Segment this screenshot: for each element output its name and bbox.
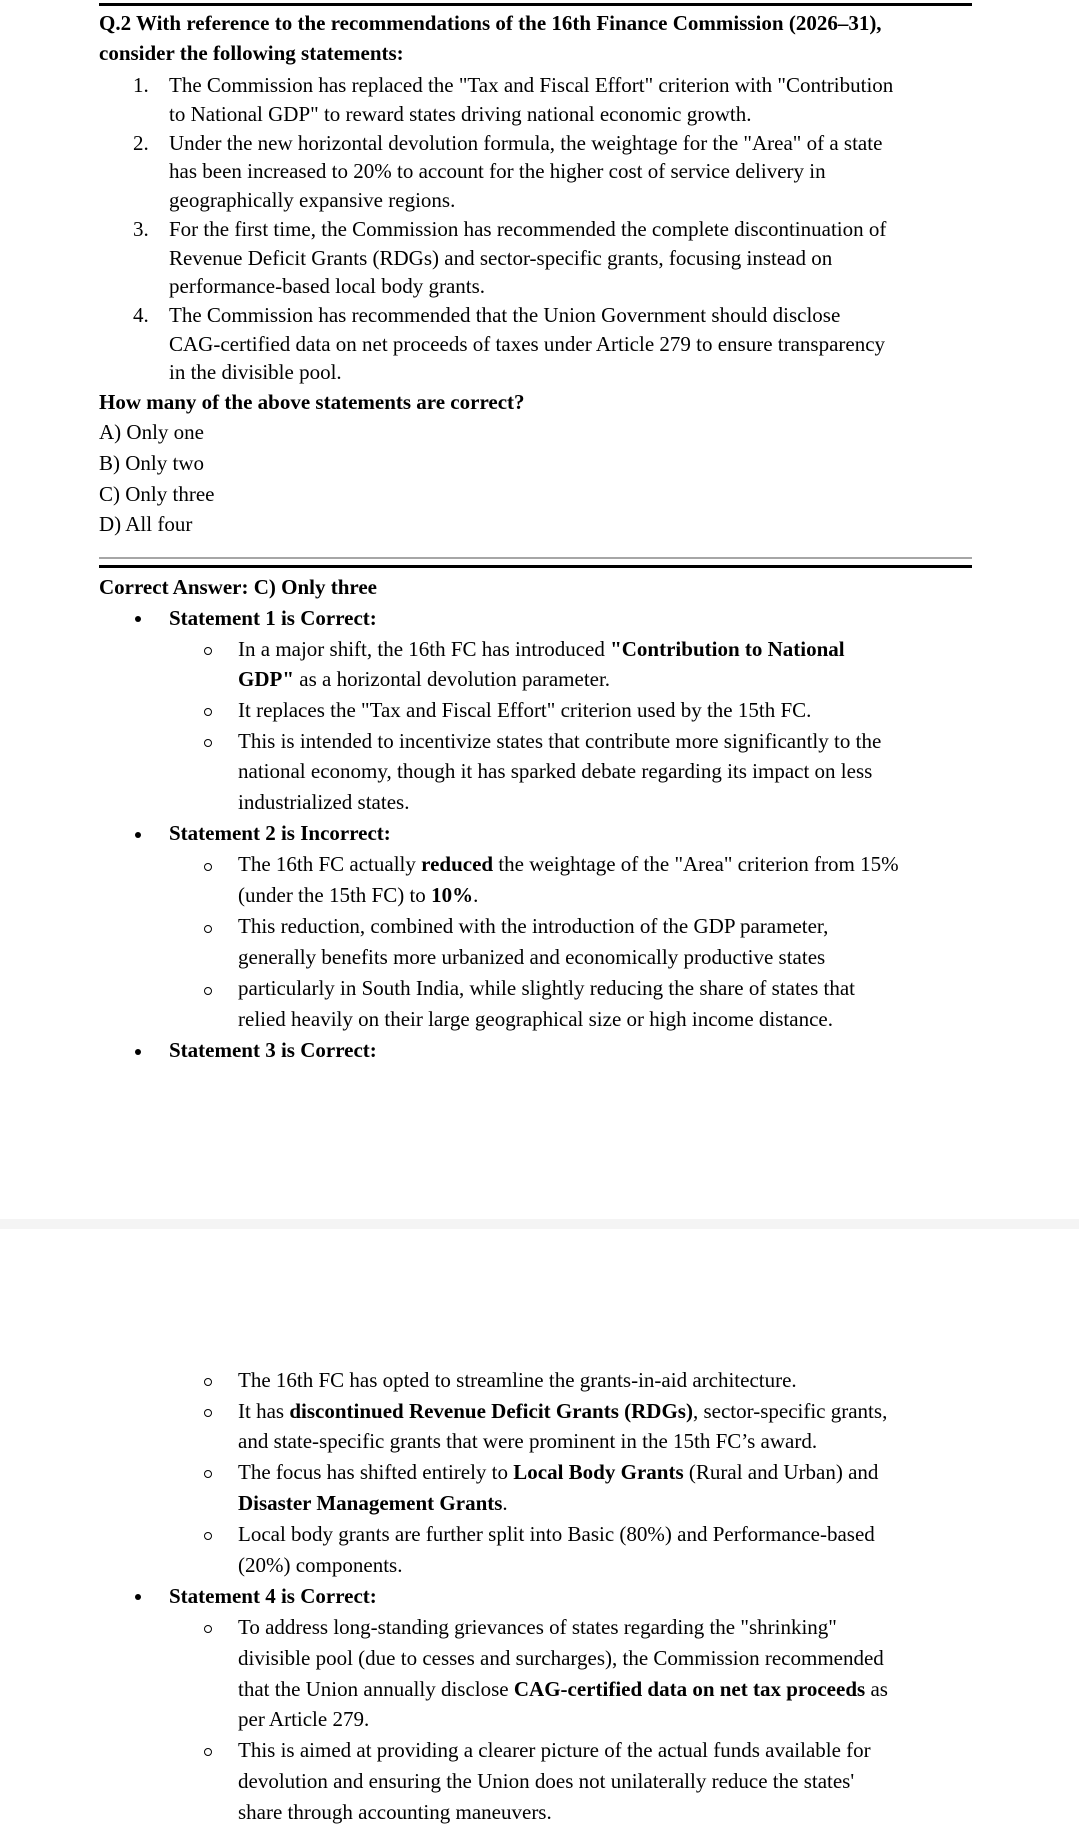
option-c: C) Only three xyxy=(99,482,215,506)
s4-point-2-cont: devolution and ensuring the Union does not unilaterally reduce the states' xyxy=(238,1769,855,1793)
separator-gray xyxy=(99,557,972,559)
s3-point-2 xyxy=(238,1397,887,1426)
circle-bullet-icon xyxy=(204,925,212,933)
option-a: A) Only one xyxy=(99,420,204,444)
s3-point-3 xyxy=(238,1458,878,1487)
s3-point-4-cont: (20%) components. xyxy=(238,1553,403,1577)
s3-point-1: The 16th FC has opted to streamline the grants-in-aid architecture. xyxy=(238,1368,797,1392)
s2-point-2-cont: generally benefits more urbanized and economically productive states xyxy=(238,945,826,969)
text: . xyxy=(473,883,479,907)
s2-point-1-cont xyxy=(238,881,478,910)
text: . xyxy=(502,1491,508,1515)
statement-2-line: Under the new horizontal devolution formula, the weightage for the "Area" of a state xyxy=(169,131,883,155)
statement-number: 3. xyxy=(133,217,149,241)
statement-number: 4. xyxy=(133,303,149,327)
bold-text: "Contribution to National xyxy=(610,637,845,661)
statement-2-heading: Statement 2 is Incorrect: xyxy=(169,821,391,845)
statement-number: 2. xyxy=(133,131,149,155)
circle-bullet-icon xyxy=(204,739,212,747)
bold-text: discontinued Revenue Deficit Grants (RDGs) xyxy=(289,1399,693,1423)
text: It has xyxy=(238,1399,290,1423)
s2-point-3: particularly in South India, while slightly reducing the share of states that xyxy=(238,976,856,1000)
circle-bullet-icon xyxy=(204,647,212,655)
bold-text: CAG-certified data on net tax proceeds xyxy=(513,1677,866,1701)
bold-text: Disaster Management Grants xyxy=(238,1491,503,1515)
bold-text: 10% xyxy=(431,883,474,907)
s2-point-3-cont: relied heavily on their large geographical size or high income distance. xyxy=(238,1007,833,1031)
text: the weightage of the "Area" criterion from 15% xyxy=(493,852,899,876)
s1-point-2: It replaces the "Tax and Fiscal Effort" criterion used by the 15th FC. xyxy=(238,698,812,722)
s3-point-2-cont: and state-specific grants that were prominent in the 15th FC’s award. xyxy=(238,1429,818,1453)
statement-3-line: Revenue Deficit Grants (RDGs) and sector-specific grants, focusing instead on xyxy=(169,246,833,270)
option-b: B) Only two xyxy=(99,451,204,475)
s2-point-2: This reduction, combined with the introduction of the GDP parameter, xyxy=(238,914,829,938)
bold-text: GDP" xyxy=(238,667,294,691)
s4-point-1-cont xyxy=(238,1675,888,1704)
statement-4-heading: Statement 4 is Correct: xyxy=(169,1584,377,1608)
s3-point-3-cont xyxy=(238,1489,508,1518)
circle-bullet-icon xyxy=(204,987,212,995)
statement-number: 1. xyxy=(133,73,149,97)
circle-bullet-icon xyxy=(204,1409,212,1417)
s1-point-1-cont xyxy=(238,665,610,694)
statement-3-line: performance-based local body grants. xyxy=(169,274,486,298)
page-break xyxy=(0,1219,1079,1229)
bullet-icon xyxy=(135,616,141,622)
circle-bullet-icon xyxy=(204,1532,212,1540)
separator-black xyxy=(99,565,972,568)
s4-point-2: This is aimed at providing a clearer picture of the actual funds available for xyxy=(238,1738,871,1762)
s4-point-1-cont: per Article 279. xyxy=(238,1707,370,1731)
s3-point-4: Local body grants are further split into Basic (80%) and Performance-based xyxy=(238,1522,875,1546)
statement-2-line: geographically expansive regions. xyxy=(169,188,456,212)
text: as a horizontal devolution parameter. xyxy=(294,667,611,691)
s4-point-2-cont: share through accounting maneuvers. xyxy=(238,1800,552,1824)
bullet-icon xyxy=(135,1594,141,1600)
statement-3-line: For the first time, the Commission has recommended the complete discontinuation of xyxy=(169,217,887,241)
statement-1-line: The Commission has replaced the "Tax and Fiscal Effort" criterion with "Contribution xyxy=(169,73,894,97)
circle-bullet-icon xyxy=(204,1378,212,1386)
s1-point-3-cont: industrialized states. xyxy=(238,790,410,814)
statement-3-heading: Statement 3 is Correct: xyxy=(169,1038,377,1062)
s2-point-1 xyxy=(238,850,899,879)
s1-point-1 xyxy=(238,635,845,664)
question-prompt: How many of the above statements are correct? xyxy=(99,390,525,414)
s4-point-1: To address long-standing grievances of states regarding the "shrinking" xyxy=(238,1615,837,1639)
circle-bullet-icon xyxy=(204,1625,212,1633)
text: (Rural and Urban) and xyxy=(683,1460,879,1484)
circle-bullet-icon xyxy=(204,708,212,716)
option-d: D) All four xyxy=(99,512,193,536)
statement-4-line: CAG-certified data on net proceeds of taxes under Article 279 to ensure transparency xyxy=(169,332,886,356)
text: as xyxy=(865,1677,888,1701)
text: that the Union annually disclose xyxy=(238,1677,514,1701)
statement-1-heading: Statement 1 is Correct: xyxy=(169,606,377,630)
correct-answer-heading: Correct Answer: C) Only three xyxy=(99,575,377,599)
question-title-line1: Q.2 With reference to the recommendations of the 16th Finance Commission (2026–31), xyxy=(99,11,882,35)
statement-4-line: The Commission has recommended that the Union Government should disclose xyxy=(169,303,841,327)
text: The focus has shifted entirely to xyxy=(238,1460,514,1484)
question-title-line2: consider the following statements: xyxy=(99,41,404,65)
bold-text: reduced xyxy=(421,852,494,876)
circle-bullet-icon xyxy=(204,863,212,871)
statement-2-line: has been increased to 20% to account for the higher cost of service delivery in xyxy=(169,159,826,183)
bullet-icon xyxy=(135,1049,141,1055)
s1-point-3-cont: national economy, though it has sparked debate regarding its impact on less xyxy=(238,759,873,783)
statement-4-line: in the divisible pool. xyxy=(169,360,342,384)
circle-bullet-icon xyxy=(204,1748,212,1756)
bullet-icon xyxy=(135,832,141,838)
s4-point-1-cont: divisible pool (due to cesses and surcharges), the Commission recommended xyxy=(238,1646,884,1670)
statement-1-line: to National GDP" to reward states driving national economic growth. xyxy=(169,102,752,126)
circle-bullet-icon xyxy=(204,1470,212,1478)
text: In a major shift, the 16th FC has introduced xyxy=(238,637,611,661)
text: , sector-specific grants, xyxy=(692,1399,888,1423)
s1-point-3: This is intended to incentivize states that contribute more significantly to the xyxy=(238,729,882,753)
text: The 16th FC actually xyxy=(238,852,422,876)
top-rule xyxy=(99,3,972,6)
text: (under the 15th FC) to xyxy=(238,883,432,907)
bold-text: Local Body Grants xyxy=(513,1460,684,1484)
